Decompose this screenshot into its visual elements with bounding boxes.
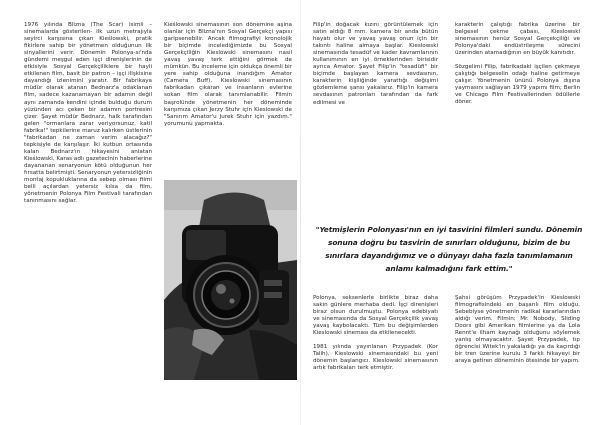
pull-quote: "Yetmişlerin Polonyası'nın en iyi tasvirini filmleri sundu. Dönemin sonuna doğru bu tasvirin de sınırları olduğunu, bizim de bu sınırlara dayandığımız ve o dünyayı daha fazla tanımlamanın anlamı kalmadığını fark ettim.": [315, 225, 583, 273]
page-fold: [300, 0, 301, 425]
camera-photo: [164, 180, 297, 380]
text-column-3: [313, 22, 438, 107]
text-column-2: [164, 22, 292, 128]
text-column-4-bottom: [455, 295, 580, 365]
paragraph: Polonya, seksenlerle birlikte biraz daha sakin günlere merhaba dedi. İşçi direnişleri biraz olsun durulmuştu. Polonya edebiyatı ve sinemasında da Sosyal Gerçekçilik yavaş yavaş kaybolacaktı. Tüm bu değişimlerden Kieslowski sineması da etkilenecekti.: [313, 295, 438, 337]
paragraph: karakterin çalıştığı fabrika üzerine bir belgesel çekme çabası, Kieslowski sinemasının henüz Sosyal Gerçekçiliği ve Polonya'daki endüstrileşme sürecini üzerinden atamadığının en büyük kanıtıdır.: [455, 22, 580, 57]
paragraph: Kieślowski sinemasının son dönemine aşina olanlar için Blizna'nın Sosyal Gerçekçi yapısı garipsenebilir. Ancak filmografiyi kronolojik bir biçimde incelediğimizde bu Sosyal Gerçekçiliğin Kieslowski sinemasını nasıl yavaş yavaş terk ettiğini görmek de mümkün. Bu inceleme için oldukça önemli bir yere sahip olduğuna inandığım Amator (Camera Buff), Kieslowski sinemasının fabrikadan çıkaran ve insanların evlerine sokan film olarak tanımlanabilir. Filmin başrolünde yönetmenin her döneminde karşımıza çıkan Jerzy Stuhr için Kieslowski de "Sanırım Amator'u Jurek Stuhr için yazdım." yorumunu yapmakta.: [164, 22, 292, 127]
text-column-1: [24, 22, 152, 205]
text-column-4: [455, 22, 580, 107]
paragraph: Filip'in doğacak kızını görüntülemek için satın aldığı 8 mm. kamera bir anda bütün hayatı olur ve yavaş yavaş onun için bir takıntı haline almaya başlar. Kieslowski sinemasında tesadüf ve kader kavramlarının kullanımının en iyi örneklerinden birisidir ayrıca Amator. Şayet Filip'in "tesadüfi" bir biçimde başlayan kamera sevdasının, karakterin kişiliğinde yarattığı değişimi gözlemleme şansı yakalarız. Filip'in kamera sevdasının patronları tarafından da fark edilmesi ve: [313, 22, 438, 106]
paragraph: 1981 yılında yayınlanan Przypadek (Kor Talih), Kieslowski sinemasındaki bu yeni dönemin başlangıcı. Kieslowski sinemasının artık fabrikaları terk etmiştir.: [313, 344, 438, 372]
paragraph: Şahsi görüşüm Przypadek'in Kieslowski filmografisindeki en başarılı film olduğu. Sebebiyse yönetmenin radikal kararlarından aldığı verim. Filmin; Mr. Nobody, Sliding Doors gibi Amerikan filmlerine ya da Lola Rennt'e ilham kaynağı olduğunu söylemek yanlış olmayacaktır. Şayet Przypadek, tıp öğrencisi Witek'in yakaladığı ya da kaçırdığı bir tren üzerine kurulu 3 farklı hikayeyi bir araya getiren döneminin ötesinde bir yapım.: [455, 295, 580, 365]
text-column-3-bottom: [313, 295, 438, 372]
paragraph: 1976 yılında Blizna (The Scar) isimli –sinemalarda gösterilen- ilk uzun metrajıyla seyirci karşısına çıkan Kieślowski, pratik fikirlere sahip bir yönetmen olduğunun ilk sinyallerini verir. Dönemin Polonya-sı'nda gündemi meşgul eden işçi direnişlerinin de etkisiyle Sosyal Gerçekçiliklere bir hayli etkilenen film, basit bir patron – işçi ilişkisine dayandığı izlenimini yaratır. Bir fabrikaya müdür olarak atanan Bednarz'a odaklanan film, sadece kazanamayan bir adamın değil aynı zamanda kendini içinde bulduğu durum yüzünden acı çeken bir adamın portresini çizer. Şayet müdür Bednarz, halk tarafından gelen "ormanlara zarar veriyorsunuz, katil fabrika!" tepkilerine maruz kalırken üstlerinin "fabrikadan ne zaman verim alacağız?" tepkisiyle de karşılaşır. İki kutbun ortasında kalan Bednarz'ın hikayesini anlatan Kieślowski, Karas adlı gazetecinin haberlerine dayananan senaryonun kötü olduğunun her fırsatta belirtmişti. Senaryonun yetersizliğinin montaj kopukluklarına da sebep olması filmi belli açılardan yetersiz kılsa da film, yönetmenin Polonya Film Festivali tarafından tanınmasını sağlar.: [24, 22, 152, 205]
paragraph: Sözgelimi Filip, fabrikadaki işçilen çekmeye çalıştığı belgeselin odağı haline getirmeye çalışır. Yönetmenin ününü Polonya dışına yaymasını sağlayan 1979 yapımı film; Berlin ve Chicago Film Festivallerinden ödüllerle döner.: [455, 64, 580, 106]
